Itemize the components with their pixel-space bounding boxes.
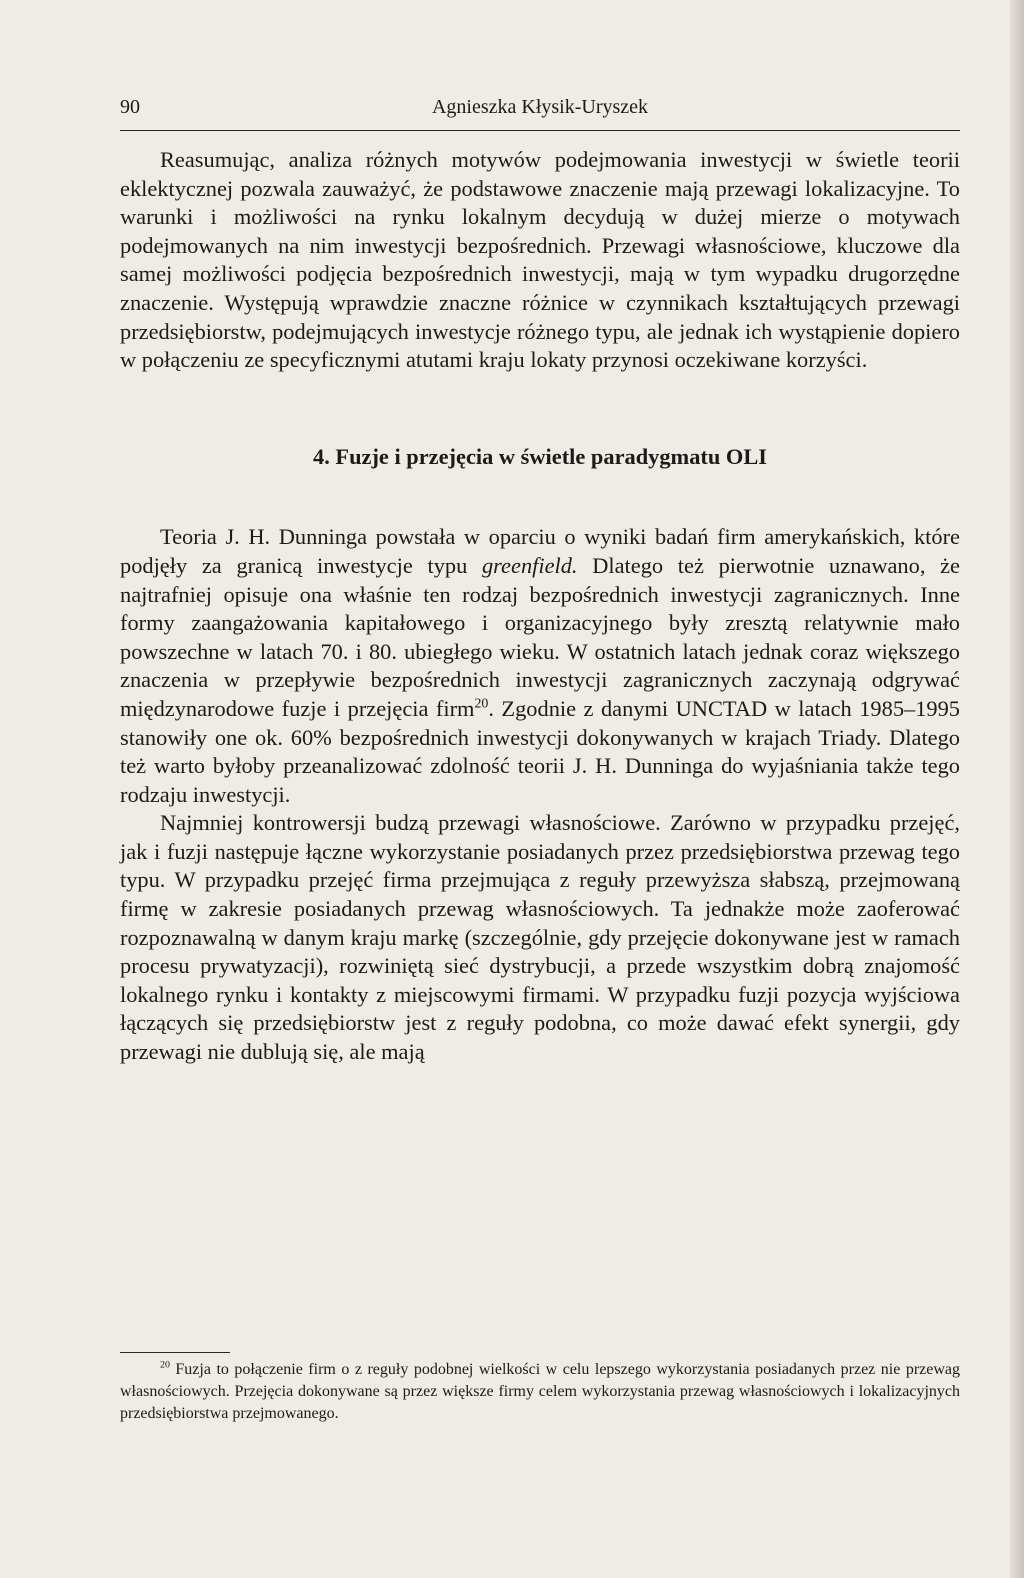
paragraph-2-text-a: Teoria J. H. Dunninga powstała w oparciu o wyniki badań firm amerykańskich, które podjęły za granicą inwestycje typu <box>120 524 960 578</box>
running-header <box>120 96 960 131</box>
page-number: 90 <box>120 96 140 118</box>
main-text <box>120 146 960 1067</box>
footnote-text: Fuzja to połączenie firm o z reguły podobnej wielkości w celu lepszego wykorzystania posiadanych przez nie przewag własnościowych. Przejęcia dokonywane są przez większe firmy celem wykorzystania przewag własnościowych i lokalizacyjnych przedsiębiorstwa przejmowanego. <box>120 1361 960 1422</box>
running-head-author: Agnieszka Kłysik-Uryszek <box>431 96 649 118</box>
footnote-20 <box>120 1359 960 1425</box>
section-heading: 4. Fuzje i przejęcia w świetle paradygmatu OLI <box>313 443 767 469</box>
paragraph-2 <box>120 523 960 809</box>
footnote <box>120 1359 960 1425</box>
footnote-marker: 20 <box>160 1359 170 1371</box>
paragraph-2-text-b: Dlatego też pierwotnie uznawano, że najtrafniej opisuje ona właśnie ten rodzaj bezpośrednich inwestycji zagranicznych. Inne formy zaangażowania kapitałowego i organizacyjnego były zresztą relatywnie mało powszechne w latach 70. i 80. ubiegłego wieku. W ostatnich latach jednak coraz większego znaczenia w przepływie bezpośrednich inwestycji zagranicznych zaczynają odgrywać międzynarodowe fuzje i przejęcia firm <box>120 552 960 721</box>
paragraph-3: Najmniej kontrowersji budzą przewagi własnościowe. Zarówno w przypadku przejęć, jak i fuzji następuje łączne wykorzystanie posiadanych przez przedsiębiorstwa przewag tego typu. W przypadku przejęć firma przejmująca z reguły przewyższa słabszą, przejmowaną firmę w zakresie posiadanych przewag własnościowych. Ta jednakże może zaoferować rozpoznawalną w danym kraju markę (szczególnie, gdy przejęcie dokonywane jest w ramach procesu prywatyzacji), rozwiniętą sieć dystrybucji, a przede wszystkim dobrą znajomość lokalnego rynku i kontakty z miejscowymi firmami. W przypadku fuzji pozycja wyjściowa łączących się przedsiębiorstw jest z reguły podobna, co może dawać efekt synergii, gdy przewagi nie dublują się, ale mają <box>120 810 960 1065</box>
footnote-separator <box>120 1352 230 1353</box>
footnote-reference[interactable]: 20 <box>474 696 489 712</box>
paragraph-2-text-c: . Zgodnie z danymi UNCTAD w latach 1985–1995 stanowiły one ok. 60% bezpośrednich inwestycji dokonywanych w krajach Triady. Dlatego też warto byłoby przeanalizować zdolność teorii J. H. Dunninga do wyjaśniania także tego rodzaju inwestycji. <box>120 695 960 807</box>
page-edge-shadow <box>1010 0 1024 1578</box>
paragraph-1: Reasumując, analiza różnych motywów podejmowania inwestycji w świetle teorii eklektycznej pozwala zauważyć, że podstawowe znaczenie mają przewagi lokalizacyjne. To warunki i możliwości na rynku lokalnym decydują w dużej mierze o motywach podejmowanych na nim inwestycji bezpośrednich. Przewagi własnościowe, kluczowe dla samej możliwości podjęcia bezpośrednich inwestycji, mają w tym wypadku drugorzędne znaczenie. Występują wprawdzie znaczne różnice w czynnikach kształtujących przewagi przedsiębiorstw, podejmujących inwestycje różnego typu, ale jednak ich wystąpienie dopiero w połączeniu ze specyficznymi atutami kraju lokaty przynosi oczekiwane korzyści. <box>120 147 960 373</box>
term-greenfield: greenfield. <box>481 552 578 578</box>
